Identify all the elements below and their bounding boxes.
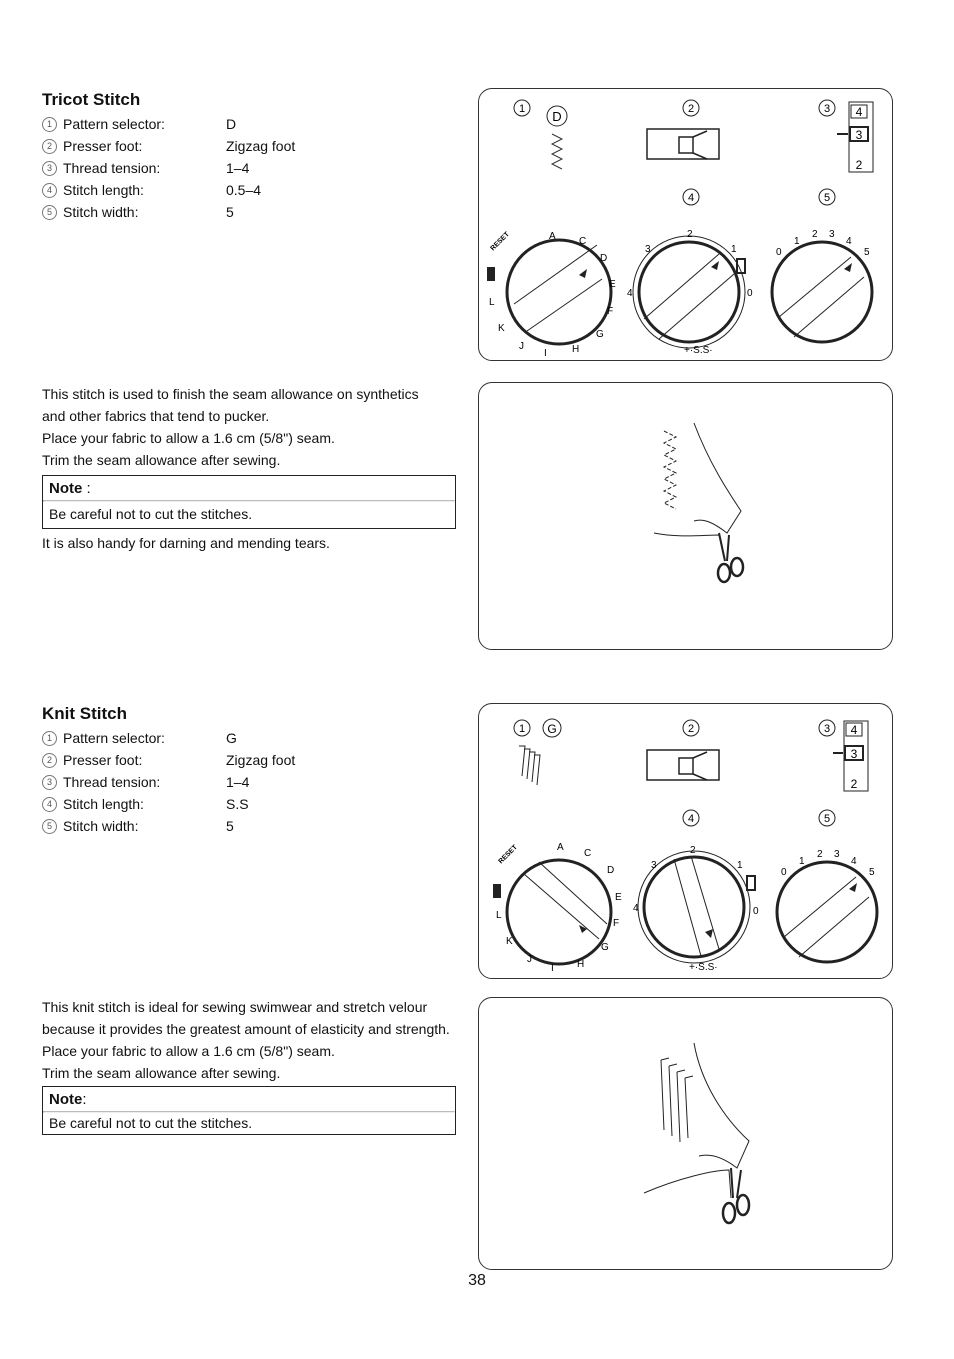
svg-text:J: J <box>519 341 524 352</box>
svg-text:3: 3 <box>823 103 831 115</box>
svg-text:2: 2 <box>687 229 693 240</box>
page-number: 38 <box>468 1272 486 1289</box>
spec-row <box>42 815 295 837</box>
svg-text:0: 0 <box>776 247 782 258</box>
svg-text:2: 2 <box>690 845 696 856</box>
spec-label: Stitch width: <box>63 818 139 834</box>
spec-row <box>42 771 295 793</box>
spec-value: G <box>226 730 237 746</box>
svg-text:4: 4 <box>627 288 633 299</box>
fabric-edge-icon <box>694 423 741 533</box>
svg-text:4: 4 <box>687 192 695 204</box>
svg-text:I: I <box>551 963 554 974</box>
paragraph-line: Trim the seam allowance after sewing. <box>42 452 281 468</box>
svg-text:RESET: RESET <box>497 843 519 866</box>
svg-text:H: H <box>577 959 585 970</box>
svg-text:C: C <box>579 236 587 247</box>
note-box-knit <box>42 1086 456 1135</box>
spec-row <box>42 749 295 771</box>
knit-seam-icon <box>661 1058 693 1142</box>
settings-diagram-svg <box>479 89 894 362</box>
scissors-icon <box>723 1168 749 1223</box>
svg-text:E: E <box>609 279 616 290</box>
knit-stitch-icon <box>519 746 540 785</box>
note-box-tricot <box>42 475 456 529</box>
spec-label: Pattern selector: <box>63 116 165 132</box>
svg-text:3: 3 <box>850 747 858 761</box>
width-dial-icon <box>772 229 872 342</box>
svg-text:L: L <box>489 297 495 308</box>
svg-text:0: 0 <box>747 288 753 299</box>
spec-label: Stitch width: <box>63 204 139 220</box>
callout-1-icon <box>514 100 530 116</box>
svg-text:K: K <box>506 936 513 947</box>
svg-text:2: 2 <box>687 723 695 735</box>
svg-text:2: 2 <box>850 777 858 791</box>
spec-value: 1–4 <box>226 160 250 176</box>
svg-text:3: 3 <box>829 229 835 240</box>
spec-row <box>42 135 295 157</box>
svg-text:3: 3 <box>834 849 840 860</box>
paragraph-line: Trim the seam allowance after sewing. <box>42 1065 281 1081</box>
note-heading: Note: <box>49 1091 87 1108</box>
svg-text:K: K <box>498 323 505 334</box>
spec-value: 1–4 <box>226 774 250 790</box>
svg-text:+·S.S·: +·S.S· <box>689 962 718 973</box>
sewing-illustration-tricot <box>478 382 893 650</box>
paragraph-line: Place your fabric to allow a 1.6 cm (5/8") seam. <box>42 430 335 446</box>
callout-number-icon: 4 <box>42 183 57 198</box>
svg-text:3: 3 <box>823 723 831 735</box>
paragraph-line: and other fabrics that tend to pucker. <box>42 408 270 424</box>
svg-text:L: L <box>496 910 502 921</box>
spec-value: 5 <box>226 818 234 834</box>
svg-text:4: 4 <box>687 813 695 825</box>
callout-2-icon <box>683 720 699 736</box>
callout-number-icon: 2 <box>42 753 57 768</box>
spec-value: Zigzag foot <box>226 138 296 154</box>
pattern-dial-icon <box>493 842 622 974</box>
svg-text:F: F <box>607 306 614 317</box>
callout-2-icon <box>683 100 699 116</box>
svg-text:D: D <box>600 253 608 264</box>
callout-4-icon <box>683 189 699 205</box>
svg-text:J: J <box>527 954 532 965</box>
svg-text:2: 2 <box>812 229 818 240</box>
tension-scale-icon <box>837 102 873 172</box>
spec-table-tricot <box>42 113 295 223</box>
illustration-svg <box>479 998 894 1271</box>
pattern-letter-icon <box>547 106 567 126</box>
spec-label: Presser foot: <box>63 752 143 768</box>
pattern-letter-icon <box>543 719 561 737</box>
callout-number-icon: 3 <box>42 161 57 176</box>
paragraph-line: because it provides the greatest amount of elasticity and strength. <box>42 1021 450 1037</box>
spec-row <box>42 793 295 815</box>
svg-text:2: 2 <box>817 849 823 860</box>
callout-1-icon <box>514 720 530 736</box>
fabric-fold-icon <box>654 533 724 558</box>
settings-diagram-knit <box>478 703 893 979</box>
presser-foot-icon <box>647 750 719 780</box>
spec-row <box>42 201 295 223</box>
spec-label: Thread tension: <box>63 774 161 790</box>
spec-label: Thread tension: <box>63 160 161 176</box>
note-heading: Note : <box>49 480 91 497</box>
spec-row <box>42 157 295 179</box>
sewing-illustration-knit <box>478 997 893 1270</box>
svg-text:5: 5 <box>823 813 831 825</box>
svg-text:G: G <box>547 722 557 736</box>
callout-number-icon: 2 <box>42 139 57 154</box>
svg-text:4: 4 <box>851 856 857 867</box>
callout-5-icon <box>819 810 835 826</box>
spec-label: Stitch length: <box>63 182 144 198</box>
svg-text:1: 1 <box>518 723 526 735</box>
svg-text:0: 0 <box>753 906 759 917</box>
svg-text:3: 3 <box>645 244 651 255</box>
zigzag-stitch-icon <box>552 134 562 169</box>
svg-text:I: I <box>544 348 547 359</box>
paragraph-line: Place your fabric to allow a 1.6 cm (5/8") seam. <box>42 1043 335 1059</box>
svg-text:2: 2 <box>855 158 863 172</box>
width-dial-icon <box>777 849 877 962</box>
callout-number-icon: 5 <box>42 819 57 834</box>
svg-text:G: G <box>596 329 604 340</box>
callout-number-icon: 1 <box>42 117 57 132</box>
spec-value: 0.5–4 <box>226 182 262 198</box>
svg-text:1: 1 <box>794 236 800 247</box>
paragraph-line: This knit stitch is ideal for sewing swimwear and stretch velour <box>42 999 428 1015</box>
settings-diagram-svg <box>479 704 894 980</box>
description-tricot <box>42 383 462 471</box>
svg-text:A: A <box>557 842 564 853</box>
spec-row <box>42 727 295 749</box>
svg-text:3: 3 <box>651 860 657 871</box>
spec-label: Pattern selector: <box>63 730 165 746</box>
description-knit <box>42 996 472 1084</box>
svg-text:5: 5 <box>864 247 870 258</box>
presser-foot-icon <box>647 129 719 159</box>
scissors-icon <box>718 533 743 582</box>
svg-text:1: 1 <box>799 856 805 867</box>
spec-row <box>42 179 295 201</box>
spec-value: Zigzag foot <box>226 752 296 768</box>
tension-scale-icon <box>833 721 868 791</box>
svg-text:2: 2 <box>687 103 695 115</box>
svg-text:RESET: RESET <box>489 230 511 253</box>
zigzag-seam-icon <box>664 431 676 509</box>
spec-label: Presser foot: <box>63 138 143 154</box>
callout-4-icon <box>683 810 699 826</box>
fabric-fold-icon <box>644 1170 731 1198</box>
svg-text:1: 1 <box>518 103 526 115</box>
length-dial-icon <box>627 229 753 356</box>
svg-text:5: 5 <box>869 867 875 878</box>
pattern-dial-icon <box>487 230 616 359</box>
svg-text:0: 0 <box>781 867 787 878</box>
spec-label: Stitch length: <box>63 796 144 812</box>
svg-text:C: C <box>584 848 592 859</box>
note-text: Be careful not to cut the stitches. <box>49 1115 253 1131</box>
svg-text:H: H <box>572 344 580 355</box>
callout-number-icon: 5 <box>42 205 57 220</box>
svg-text:4: 4 <box>855 105 863 119</box>
spec-value: 5 <box>226 204 234 220</box>
note-text: Be careful not to cut the stitches. <box>49 506 253 522</box>
callout-number-icon: 4 <box>42 797 57 812</box>
svg-text:+·S.S·: +·S.S· <box>684 345 713 356</box>
paragraph-line: This stitch is used to finish the seam allowance on synthetics <box>42 386 419 402</box>
illustration-svg <box>479 383 894 651</box>
svg-text:G: G <box>601 942 609 953</box>
section-title-knit: Knit Stitch <box>42 704 127 723</box>
svg-text:1: 1 <box>731 244 737 255</box>
svg-text:A: A <box>549 231 556 242</box>
svg-text:5: 5 <box>823 192 831 204</box>
callout-number-icon: 1 <box>42 731 57 746</box>
section-title-tricot: Tricot Stitch <box>42 90 141 109</box>
settings-diagram-tricot <box>478 88 893 361</box>
spec-value: S.S <box>226 796 249 812</box>
callout-5-icon <box>819 189 835 205</box>
length-dial-icon <box>633 845 759 973</box>
callout-3-icon <box>819 720 835 736</box>
svg-text:3: 3 <box>855 128 863 142</box>
callout-number-icon: 3 <box>42 775 57 790</box>
svg-text:4: 4 <box>850 723 858 737</box>
callout-3-icon <box>819 100 835 116</box>
svg-text:D: D <box>552 109 562 124</box>
svg-text:E: E <box>615 892 622 903</box>
svg-text:4: 4 <box>633 903 639 914</box>
svg-text:F: F <box>613 918 620 929</box>
spec-table-knit <box>42 727 295 837</box>
spec-row <box>42 113 295 135</box>
after-note-text: It is also handy for darning and mending tears. <box>42 535 330 551</box>
svg-text:D: D <box>607 865 615 876</box>
spec-value: D <box>226 116 237 132</box>
fabric-edge-icon <box>694 1043 749 1168</box>
svg-text:4: 4 <box>846 236 852 247</box>
svg-text:1: 1 <box>737 860 743 871</box>
